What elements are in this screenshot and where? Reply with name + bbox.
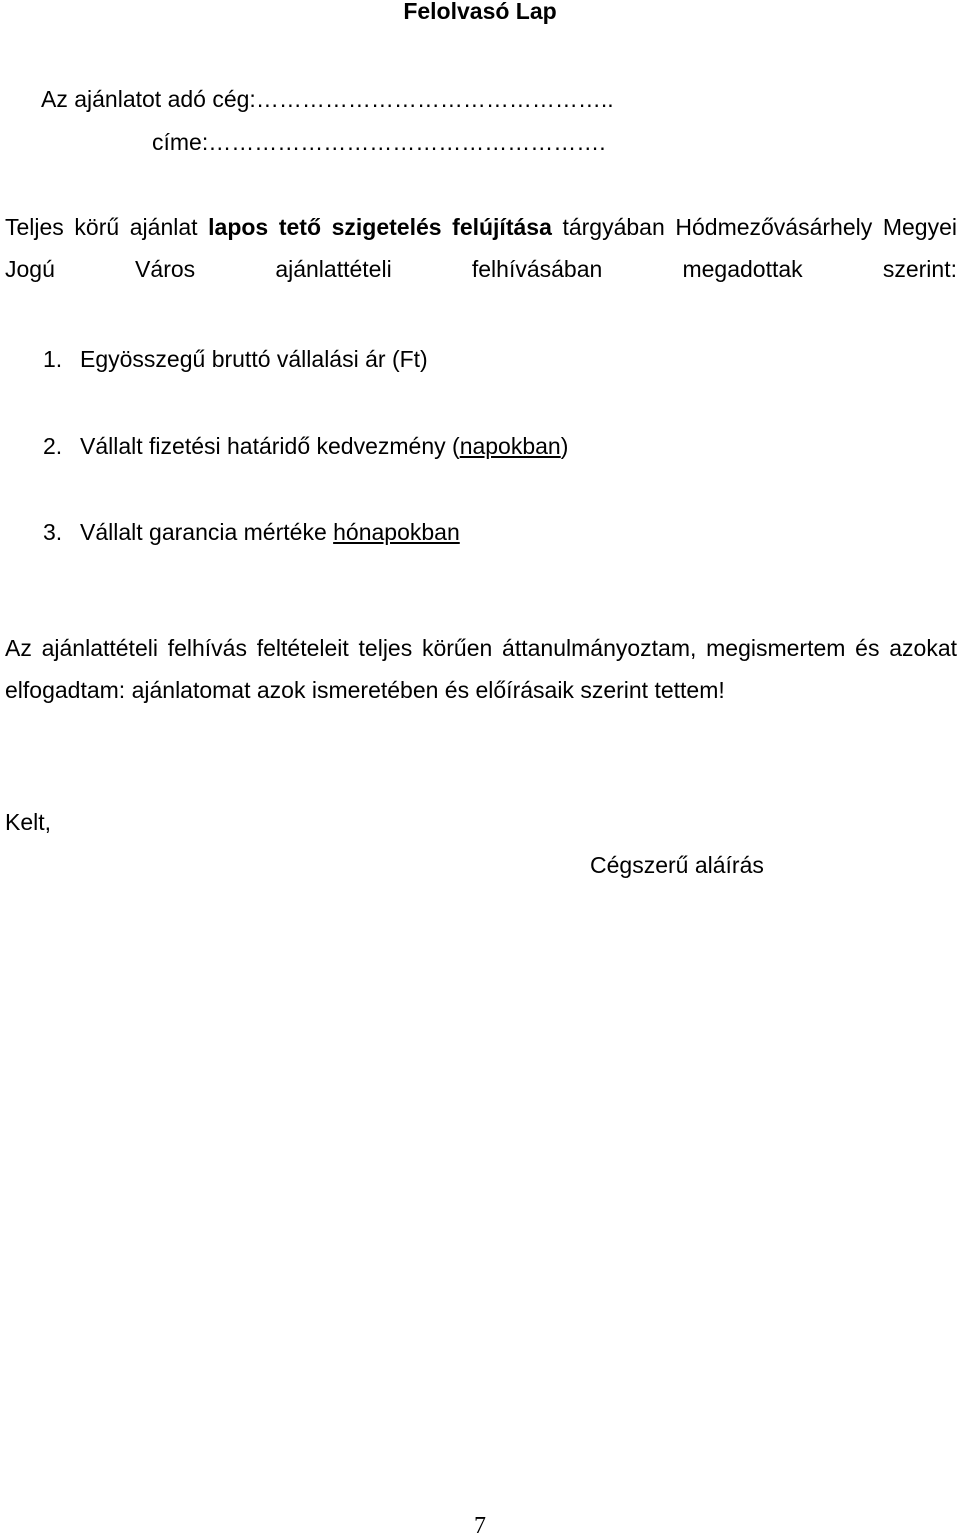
address-line	[152, 128, 606, 156]
list-item-number: 2.	[43, 433, 63, 459]
page-number: 7	[474, 1513, 486, 1539]
list-item-text-end: )	[560, 433, 569, 459]
list-item-1	[43, 345, 428, 373]
intro-text-2: tárgyában Hódmezővásárhely Megyei Jogú Város ajánlattételi felhívásában megadottak szerint:	[5, 214, 957, 282]
address-label: címe:	[152, 129, 209, 155]
page-title: Felolvasó Lap	[403, 0, 557, 24]
address-dots: …………………………………………….	[208, 129, 606, 155]
company-dots: ………………………………………..	[255, 86, 614, 112]
date-label: Kelt,	[5, 809, 52, 835]
list-item-underlined: hónapokban	[333, 519, 460, 545]
declaration-paragraph: Az ajánlattételi felhívás feltételeit teljes körűen áttanulmányoztam, megismertem és azokat elfogadtam: ajánlatomat azok ismeretében és előírásaik szerint tettem!	[5, 635, 957, 703]
signature-label: Cégszerű aláírás	[590, 852, 764, 878]
list-item-text: Egyösszegű bruttó vállalási ár (Ft)	[80, 346, 428, 372]
list-item-2	[43, 432, 568, 460]
list-item-number: 3.	[43, 519, 63, 545]
list-item-underlined: napokban	[459, 433, 561, 459]
intro-subject: lapos tető szigetelés felújítása	[208, 214, 552, 240]
company-label: Az ajánlatot adó cég:	[41, 86, 256, 112]
list-item-number: 1.	[43, 346, 63, 372]
intro-paragraph	[5, 206, 957, 290]
list-item-3	[43, 518, 460, 546]
company-line	[41, 85, 614, 113]
intro-text-1: Teljes körű ajánlat	[5, 214, 209, 240]
list-item-text: Vállalt fizetési határidő kedvezmény (	[80, 433, 460, 459]
list-item-text: Vállalt garancia mértéke	[80, 519, 334, 545]
